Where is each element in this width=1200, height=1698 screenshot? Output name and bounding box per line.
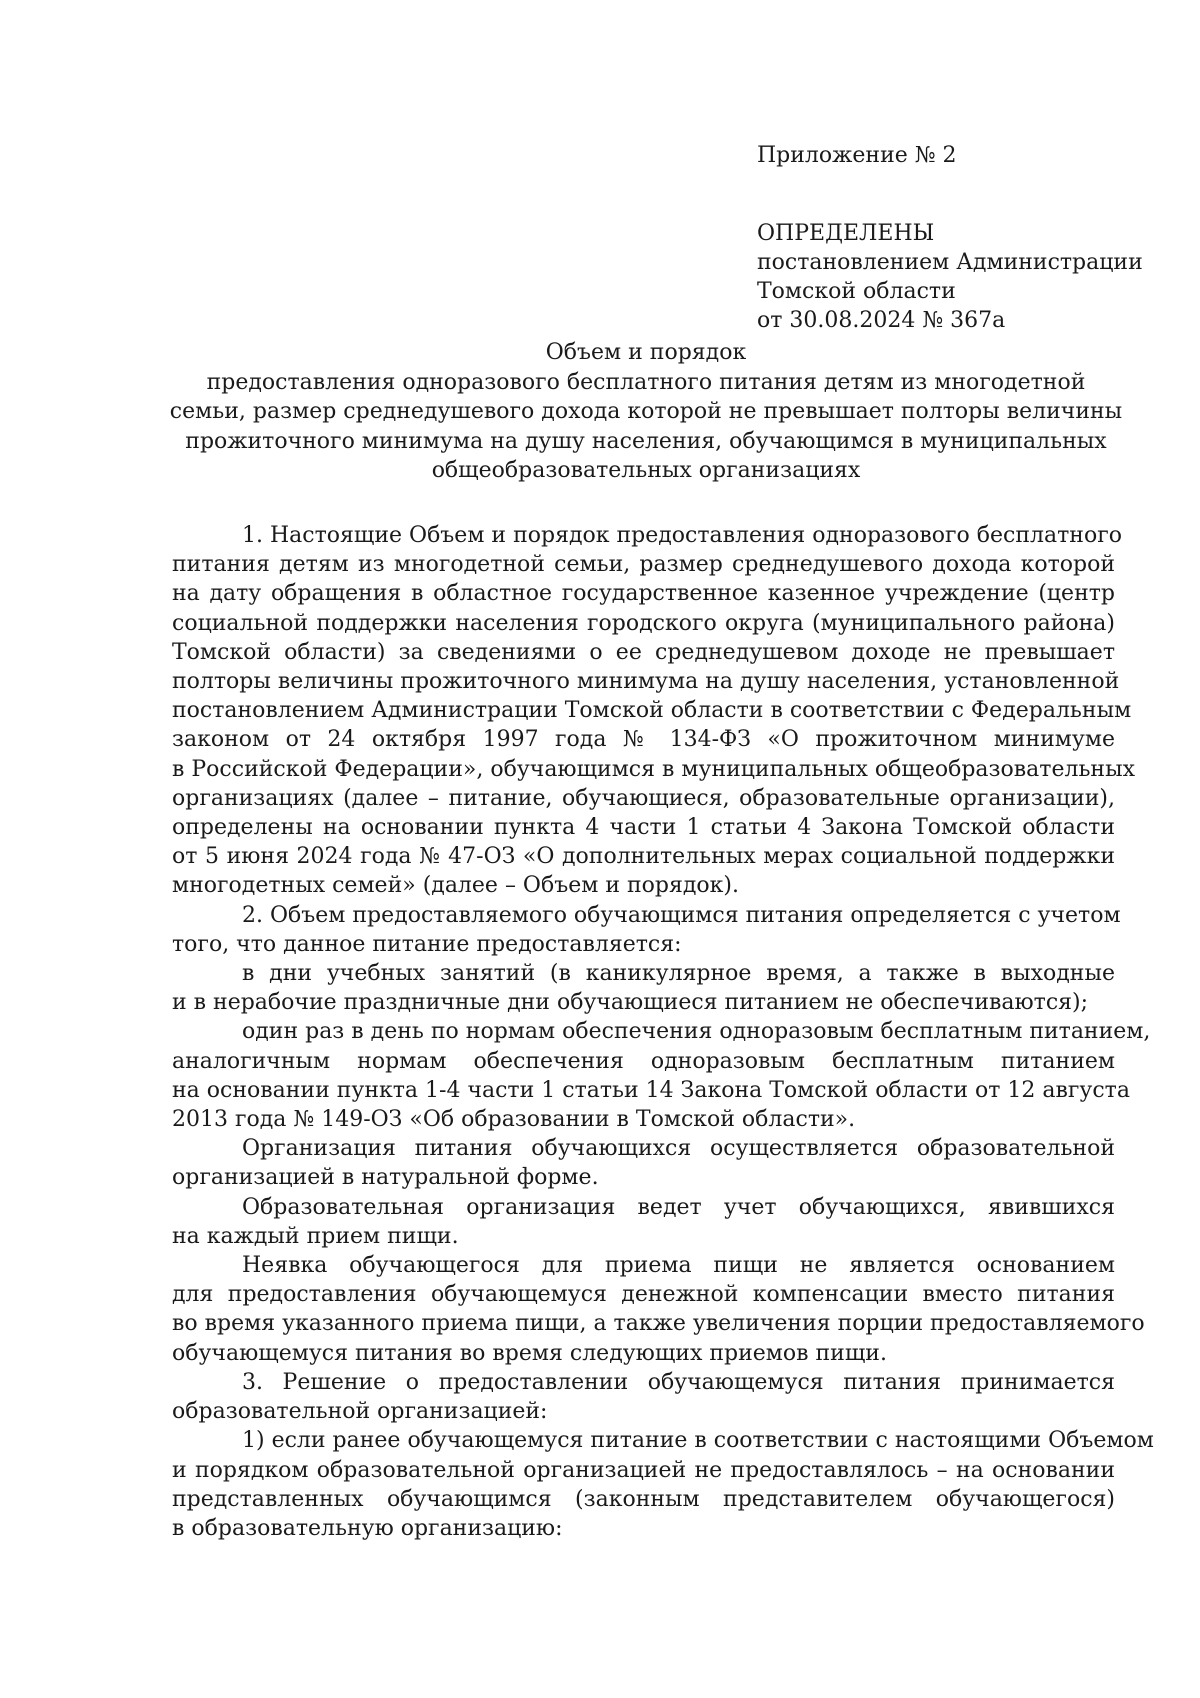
- document-title: [160, 338, 1132, 486]
- attachment-by-line-2: Томской области: [757, 279, 956, 304]
- paragraph-line: и в нерабочие праздничные дни обучающиеся питанием не обеспечиваются);: [172, 990, 1089, 1016]
- paragraph-line: Неявка обучающегося для приема пищи не является основанием: [242, 1253, 1115, 1279]
- paragraph: [172, 1368, 1115, 1426]
- paragraph-line: определены на основании пункта 4 части 1 статьи 4 Закона Томской области: [172, 815, 1115, 841]
- paragraph-line: того, что данное питание предоставляется:: [172, 931, 682, 957]
- document-body: [172, 521, 1154, 1543]
- paragraph-line: и порядком образовательной организацией не предоставлялось – на основании: [172, 1457, 1115, 1483]
- title-line: общеобразовательных организациях: [431, 458, 861, 483]
- paragraph-line: в образовательную организацию:: [172, 1515, 563, 1541]
- paragraph-line: представленных обучающимся (законным представителем обучающегося): [172, 1486, 1115, 1512]
- paragraph-line: Томской области) за сведениями о ее среднедушевом доходе не превышает: [172, 639, 1115, 665]
- paragraph-line: 3. Решение о предоставлении обучающемуся питания принимается: [242, 1369, 1115, 1395]
- paragraph-line: 2. Объем предоставляемого обучающимся питания определяется с учетом: [242, 902, 1121, 928]
- paragraph: [172, 1193, 1115, 1251]
- paragraph-line: 2013 года № 149-ОЗ «Об образовании в Томской области».: [172, 1107, 856, 1133]
- paragraph: [172, 1251, 1145, 1368]
- paragraph-line: один раз в день по нормам обеспечения одноразовым бесплатным питанием,: [242, 1019, 1151, 1045]
- paragraph-line: организациях (далее – питание, обучающиеся, образовательные организации),: [172, 785, 1115, 811]
- paragraph-line: на каждый прием пищи.: [172, 1223, 459, 1249]
- paragraph-line: законом от 24 октября 1997 года № 134-ФЗ «О прожиточном минимуме: [172, 727, 1115, 753]
- paragraph-line: во время указанного приема пищи, а также увеличения порции предоставляемого: [172, 1311, 1145, 1337]
- paragraph-line: в дни учебных занятий (в каникулярное время, а также в выходные: [242, 961, 1115, 987]
- paragraph-line: постановлением Администрации Томской области в соответствии с Федеральным: [172, 698, 1132, 724]
- attachment-by-line-3: от 30.08.2024 № 367а: [757, 308, 1006, 333]
- paragraph-line: социальной поддержки населения городского округа (муниципального района): [172, 610, 1115, 636]
- paragraph-line: организацией в натуральной форме.: [172, 1165, 599, 1191]
- title-line: прожиточного минимума на душу населения, обучающимся в муниципальных: [185, 428, 1107, 454]
- paragraph-line: на основании пункта 1-4 части 1 статьи 14 Закона Томской области от 12 августа: [172, 1077, 1130, 1103]
- paragraph-line: Образовательная организация ведет учет обучающихся, явившихся: [242, 1194, 1115, 1220]
- paragraph-line: от 5 июня 2024 года № 47-ОЗ «О дополнительных мерах социальной поддержки: [172, 844, 1115, 870]
- attachment-block: [757, 141, 1143, 335]
- paragraph-line: для предоставления обучающемуся денежной компенсации вместо питания: [172, 1282, 1115, 1308]
- paragraph-line: 1) если ранее обучающемуся питание в соответствии с настоящими Объемом: [242, 1428, 1154, 1454]
- paragraph-line: 1. Настоящие Объем и порядок предоставления одноразового бесплатного: [242, 523, 1122, 548]
- paragraph: [172, 1426, 1154, 1543]
- paragraph-line: питания детям из многодетной семьи, размер среднедушевого дохода которой: [172, 552, 1115, 578]
- paragraph: [172, 1017, 1151, 1134]
- paragraph-line: аналогичным нормам обеспечения одноразовым бесплатным питанием: [172, 1048, 1115, 1074]
- attachment-approved: ОПРЕДЕЛЕНЫ: [757, 221, 935, 246]
- paragraph: [172, 521, 1136, 901]
- title-line: Объем и порядок: [545, 340, 747, 365]
- paragraph-line: полторы величины прожиточного минимума на душу населения, установленной: [172, 669, 1120, 695]
- attachment-number: Приложение № 2: [757, 143, 957, 168]
- paragraph: [172, 1134, 1115, 1192]
- title-line: предоставления одноразового бесплатного питания детям из многодетной: [206, 369, 1086, 395]
- paragraph: [172, 959, 1115, 1017]
- paragraph-line: на дату обращения в областное государственное казенное учреждение (центр: [172, 581, 1115, 607]
- title-line: семьи, размер среднедушевого дохода которой не превышает полторы величины: [169, 399, 1123, 424]
- paragraph-line: Организация питания обучающихся осуществляется образовательной: [242, 1136, 1115, 1162]
- paragraph-line: многодетных семей» (далее – Объем и порядок).: [172, 873, 739, 899]
- attachment-by-line-1: постановлением Администрации: [757, 250, 1143, 275]
- paragraph-line: в Российской Федерации», обучающимся в муниципальных общеобразовательных: [172, 756, 1136, 782]
- paragraph-line: образовательной организацией:: [172, 1399, 548, 1425]
- paragraph: [172, 901, 1121, 959]
- paragraph-line: обучающемуся питания во время следующих приемов пищи.: [172, 1340, 887, 1366]
